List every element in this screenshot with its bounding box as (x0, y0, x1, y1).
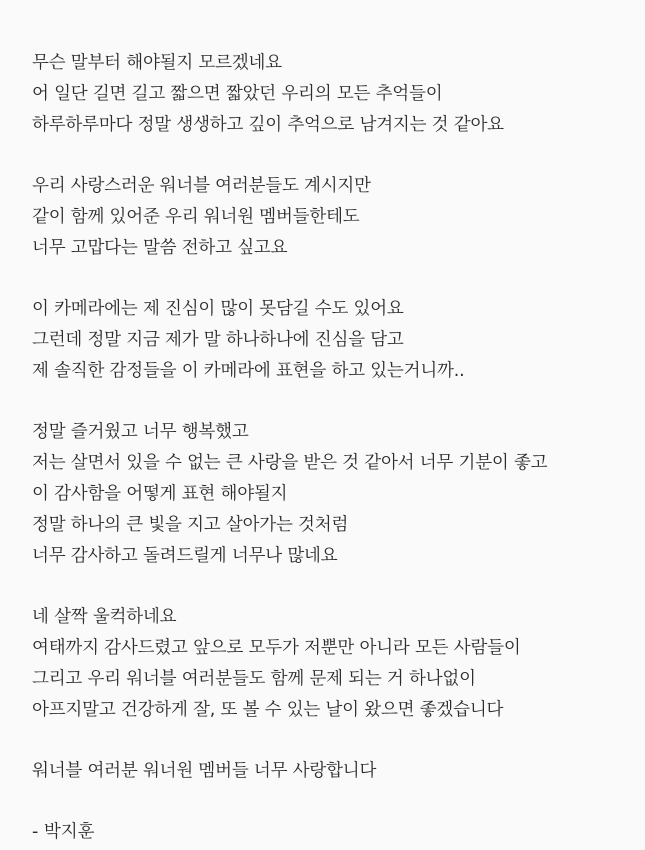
text-line: 정말 즐거웠고 너무 행복했고 (32, 422, 249, 442)
text-line: 네 살짝 울컥하네요 (32, 607, 177, 627)
text-line: 무슨 말부터 해야될지 모르겠네요 (32, 53, 282, 73)
paragraph-3 (32, 294, 637, 387)
text-line: 그런데 정말 지금 제가 말 하나하나에 진심을 담고 (32, 330, 404, 350)
paragraph-6 (32, 756, 637, 787)
text-line: 이 감사함을 어떻게 표현 해야될지 (32, 484, 288, 504)
text-line: 저는 살면서 있을 수 없는 큰 사랑을 받은 것 같아서 너무 기분이 좋고 (32, 453, 548, 473)
paragraph-5 (32, 602, 637, 726)
signature: - 박지훈 (32, 822, 95, 842)
text-line: 여태까지 감사드렸고 앞으로 모두가 저뿐만 아니라 모든 사람들이 (32, 638, 521, 658)
text-line: 우리 사랑스러운 워너블 여러분들도 계시지만 (32, 176, 371, 196)
text-line: 이 카메라에는 제 진심이 많이 못담길 수도 있어요 (32, 299, 404, 319)
text-line: 아프지말고 건강하게 잘, 또 볼 수 있는 날이 왔으면 좋겠습니다 (32, 700, 504, 720)
text-line: 같이 함께 있어준 우리 워너원 멤버들한테도 (32, 207, 360, 227)
text-line: 어 일단 길면 길고 짧으면 짧았던 우리의 모든 추억들이 (32, 84, 443, 104)
text-line: 워너블 여러분 워너원 멤버들 너무 사랑합니다 (32, 761, 377, 781)
text-line: 정말 하나의 큰 빛을 지고 살아가는 것처럼 (32, 515, 349, 535)
paragraph-2 (32, 171, 637, 264)
text-line: 너무 고맙다는 말씀 전하고 싶고요 (32, 238, 288, 258)
paragraph-1 (32, 48, 637, 141)
paragraph-4 (32, 417, 637, 572)
text-line: 너무 감사하고 돌려드릴게 너무나 많네요 (32, 546, 338, 566)
letter-body (32, 48, 637, 848)
text-line: 그리고 우리 워너블 여러분들도 함께 문제 되는 거 하나없이 (32, 669, 476, 689)
text-line: 제 솔직한 감정들을 이 카메라에 표현을 하고 있는거니까.. (32, 361, 465, 381)
text-line: 하루하루마다 정말 생생하고 깊이 추억으로 남겨지는 것 같아요 (32, 115, 504, 135)
